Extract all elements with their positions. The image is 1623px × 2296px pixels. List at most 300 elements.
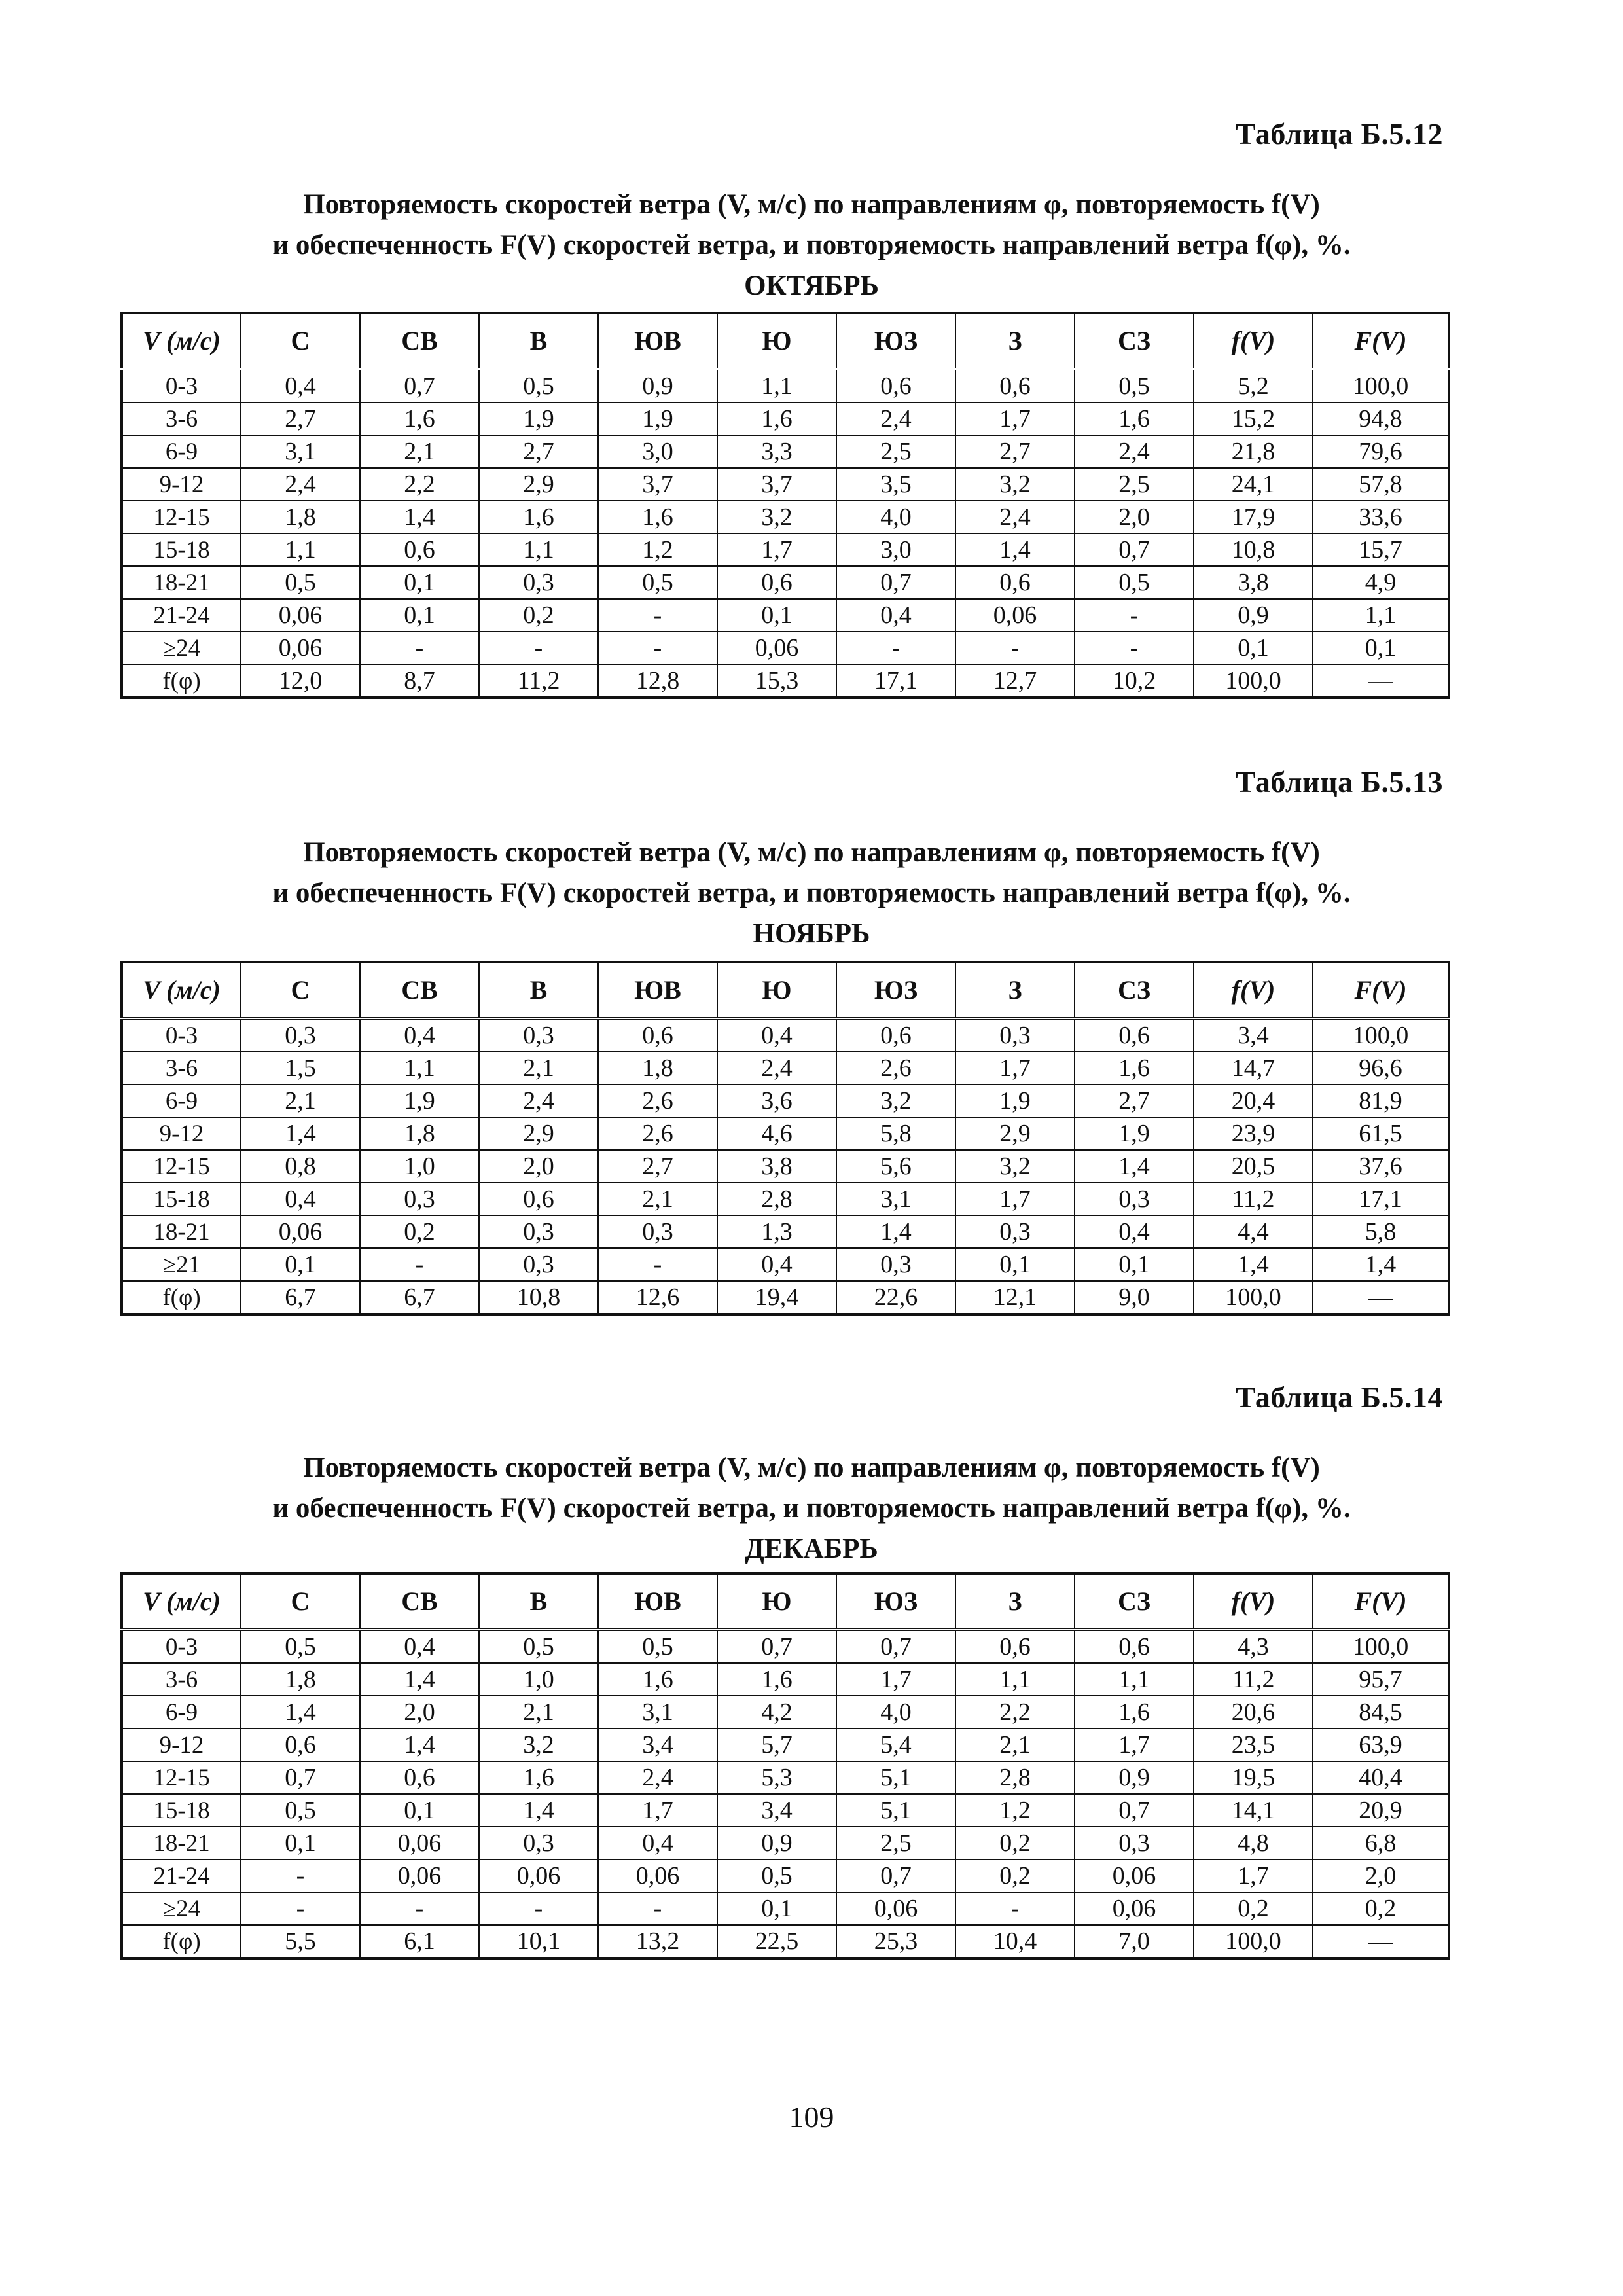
value-cell: 100,0 [1194, 1281, 1313, 1314]
column-header-se: ЮВ [598, 962, 717, 1018]
value-cell: 6,8 [1313, 1827, 1449, 1859]
value-cell: 0,3 [836, 1248, 955, 1281]
value-cell: 3,8 [717, 1150, 836, 1183]
value-cell: 0,7 [241, 1761, 360, 1794]
value-cell: 1,6 [717, 1663, 836, 1696]
value-cell: 12,6 [598, 1281, 717, 1314]
value-cell: 0,3 [479, 566, 598, 599]
value-cell: 10,1 [479, 1925, 598, 1958]
value-cell: 0,4 [717, 1248, 836, 1281]
value-cell: 2,8 [955, 1761, 1075, 1794]
value-cell: 2,1 [598, 1183, 717, 1215]
table-row [122, 1085, 1449, 1117]
column-header-sw: ЮЗ [836, 1573, 955, 1630]
value-cell: — [1313, 664, 1449, 698]
value-cell: 1,6 [1075, 403, 1194, 435]
value-cell: - [479, 632, 598, 664]
value-cell: 11,2 [479, 664, 598, 698]
value-cell: 0,06 [598, 1859, 717, 1892]
value-cell: 0,7 [360, 369, 479, 403]
value-cell: 81,9 [1313, 1085, 1449, 1117]
value-cell: 0,4 [241, 1183, 360, 1215]
value-cell: 0,8 [241, 1150, 360, 1183]
value-cell: 5,8 [1313, 1215, 1449, 1248]
value-cell: 2,2 [955, 1696, 1075, 1729]
column-header-se: ЮВ [598, 1573, 717, 1630]
value-cell: 3,8 [1194, 566, 1313, 599]
value-cell: 0,3 [479, 1827, 598, 1859]
value-cell: 0,6 [479, 1183, 598, 1215]
value-cell: 0,6 [717, 566, 836, 599]
value-cell: 0,6 [836, 1018, 955, 1052]
value-cell: 0,1 [241, 1248, 360, 1281]
value-cell: 96,6 [1313, 1052, 1449, 1085]
value-cell: - [1075, 599, 1194, 632]
column-header-s: Ю [717, 962, 836, 1018]
table-caption [0, 1448, 1623, 1570]
value-cell: 1,4 [955, 533, 1075, 566]
value-cell: 95,7 [1313, 1663, 1449, 1696]
value-cell: 2,4 [955, 501, 1075, 533]
value-cell: 0,1 [241, 1827, 360, 1859]
value-cell: 2,9 [479, 468, 598, 501]
value-cell: 2,5 [836, 435, 955, 468]
value-cell: 0,3 [479, 1215, 598, 1248]
value-cell: 2,6 [836, 1052, 955, 1085]
value-cell: - [360, 1892, 479, 1925]
value-cell: 0,3 [1075, 1183, 1194, 1215]
value-cell: 20,5 [1194, 1150, 1313, 1183]
value-cell: 1,7 [1194, 1859, 1313, 1892]
month-title: НОЯБРЬ [753, 918, 870, 949]
value-cell: 0,5 [1075, 566, 1194, 599]
value-cell: 1,1 [241, 533, 360, 566]
value-cell: - [360, 1248, 479, 1281]
column-header-n: С [241, 313, 360, 369]
value-cell: 84,5 [1313, 1696, 1449, 1729]
value-cell: 100,0 [1313, 1018, 1449, 1052]
value-cell: 0,4 [241, 369, 360, 403]
value-cell: 14,1 [1194, 1794, 1313, 1827]
value-cell: 2,5 [836, 1827, 955, 1859]
value-cell: 0,5 [241, 1630, 360, 1663]
value-cell: 1,2 [955, 1794, 1075, 1827]
value-cell: 2,4 [598, 1761, 717, 1794]
value-cell: 0,06 [1075, 1859, 1194, 1892]
row-label-cell: 6-9 [122, 1085, 241, 1117]
caption-line-1: Повторяемость скоростей ветра (V, м/с) по направлениям φ, повторяемость f(V) [303, 189, 1320, 220]
value-cell: 0,3 [1075, 1827, 1194, 1859]
column-header-se: ЮВ [598, 313, 717, 369]
table-row [122, 1892, 1449, 1925]
table-caption [0, 833, 1623, 954]
row-label-cell: 9-12 [122, 468, 241, 501]
value-cell: 0,5 [598, 566, 717, 599]
value-cell: 0,4 [1075, 1215, 1194, 1248]
row-label-cell: 21-24 [122, 599, 241, 632]
value-cell: 4,9 [1313, 566, 1449, 599]
value-cell: 1,2 [598, 533, 717, 566]
value-cell: 2,9 [479, 1117, 598, 1150]
row-label-cell: 3-6 [122, 1052, 241, 1085]
value-cell: 0,1 [717, 1892, 836, 1925]
value-cell: 1,4 [479, 1794, 598, 1827]
value-cell: 3,2 [717, 501, 836, 533]
table-row [122, 632, 1449, 664]
value-cell: 3,6 [717, 1085, 836, 1117]
column-header-w: З [955, 962, 1075, 1018]
value-cell: 2,0 [360, 1696, 479, 1729]
row-label-cell: 0-3 [122, 369, 241, 403]
value-cell: 5,8 [836, 1117, 955, 1150]
value-cell: 4,8 [1194, 1827, 1313, 1859]
row-label-cell: 18-21 [122, 566, 241, 599]
row-label-cell: 3-6 [122, 1663, 241, 1696]
value-cell: 100,0 [1194, 664, 1313, 698]
table-row [122, 1018, 1449, 1052]
column-header-ne: СВ [360, 313, 479, 369]
value-cell: 2,1 [479, 1696, 598, 1729]
table-row [122, 1761, 1449, 1794]
row-label-cell: 18-21 [122, 1215, 241, 1248]
value-cell: 3,2 [955, 1150, 1075, 1183]
value-cell: 0,2 [360, 1215, 479, 1248]
value-cell: 10,8 [479, 1281, 598, 1314]
table-row [122, 1794, 1449, 1827]
month-title: ОКТЯБРЬ [744, 270, 879, 301]
value-cell: 11,2 [1194, 1663, 1313, 1696]
value-cell: 6,7 [241, 1281, 360, 1314]
value-cell: 0,7 [836, 1630, 955, 1663]
value-cell: 1,4 [360, 501, 479, 533]
value-cell: 0,06 [479, 1859, 598, 1892]
value-cell: 3,1 [836, 1183, 955, 1215]
value-cell: - [598, 599, 717, 632]
table-row [122, 1215, 1449, 1248]
table-row [122, 1696, 1449, 1729]
value-cell: 5,6 [836, 1150, 955, 1183]
row-label-cell: 0-3 [122, 1630, 241, 1663]
column-header-fv-cumulative: F(V) [1313, 313, 1449, 369]
value-cell: - [836, 632, 955, 664]
row-label-cell: 18-21 [122, 1827, 241, 1859]
value-cell: 1,4 [360, 1663, 479, 1696]
value-cell: 1,9 [1075, 1117, 1194, 1150]
value-cell: 0,6 [955, 566, 1075, 599]
table-number: Таблица Б.5.12 [1235, 117, 1443, 151]
value-cell: 1,8 [241, 1663, 360, 1696]
caption-line-1: Повторяемость скоростей ветра (V, м/с) по направлениям φ, повторяемость f(V) [303, 837, 1320, 868]
value-cell: 1,8 [241, 501, 360, 533]
value-cell: 3,2 [836, 1085, 955, 1117]
column-header-sw: ЮЗ [836, 962, 955, 1018]
value-cell: 0,06 [1075, 1892, 1194, 1925]
value-cell: — [1313, 1925, 1449, 1958]
value-cell: 1,9 [955, 1085, 1075, 1117]
value-cell: - [360, 632, 479, 664]
value-cell: 1,7 [955, 403, 1075, 435]
value-cell: 17,1 [1313, 1183, 1449, 1215]
value-cell: 0,06 [717, 632, 836, 664]
row-label-cell: 6-9 [122, 435, 241, 468]
value-cell: 1,1 [1313, 599, 1449, 632]
value-cell: 2,1 [241, 1085, 360, 1117]
value-cell: 0,5 [717, 1859, 836, 1892]
row-label-cell: 12-15 [122, 1150, 241, 1183]
table-row [122, 1859, 1449, 1892]
value-cell: - [598, 632, 717, 664]
row-label-cell: 0-3 [122, 1018, 241, 1052]
value-cell: 1,4 [1075, 1150, 1194, 1183]
value-cell: 0,2 [955, 1859, 1075, 1892]
wind-table [120, 961, 1450, 1316]
value-cell: 1,1 [717, 369, 836, 403]
value-cell: 33,6 [1313, 501, 1449, 533]
value-cell: 2,7 [1075, 1085, 1194, 1117]
value-cell: 0,7 [1075, 533, 1194, 566]
value-cell: 4,0 [836, 1696, 955, 1729]
value-cell: 2,0 [1075, 501, 1194, 533]
value-cell: 0,5 [598, 1630, 717, 1663]
value-cell: 2,0 [479, 1150, 598, 1183]
value-cell: 2,7 [598, 1150, 717, 1183]
value-cell: 0,2 [1194, 1892, 1313, 1925]
value-cell: 1,4 [1194, 1248, 1313, 1281]
value-cell: 2,9 [955, 1117, 1075, 1150]
caption-line-2: и обеспеченность F(V) скоростей ветра, и повторяемость направлений ветра f(φ), %. [272, 878, 1351, 908]
value-cell: 3,5 [836, 468, 955, 501]
column-header-w: З [955, 313, 1075, 369]
value-cell: 0,5 [479, 369, 598, 403]
table-row [122, 501, 1449, 533]
value-cell: 40,4 [1313, 1761, 1449, 1794]
value-cell: - [955, 632, 1075, 664]
table-number: Таблица Б.5.14 [1235, 1380, 1443, 1414]
value-cell: 61,5 [1313, 1117, 1449, 1150]
value-cell: 0,3 [479, 1248, 598, 1281]
value-cell: 2,7 [479, 435, 598, 468]
value-cell: 100,0 [1194, 1925, 1313, 1958]
column-header-e: В [479, 313, 598, 369]
value-cell: 4,6 [717, 1117, 836, 1150]
value-cell: 3,0 [836, 533, 955, 566]
value-cell: 0,06 [360, 1859, 479, 1892]
value-cell: 0,9 [598, 369, 717, 403]
value-cell: 0,1 [360, 566, 479, 599]
column-header-s: Ю [717, 313, 836, 369]
value-cell: 22,5 [717, 1925, 836, 1958]
table-row [122, 1729, 1449, 1761]
caption-line-1: Повторяемость скоростей ветра (V, м/с) по направлениям φ, повторяемость f(V) [303, 1452, 1320, 1483]
table-row [122, 435, 1449, 468]
column-header-ne: СВ [360, 1573, 479, 1630]
row-label-cell: 6-9 [122, 1696, 241, 1729]
value-cell: - [598, 1892, 717, 1925]
value-cell: 1,7 [1075, 1729, 1194, 1761]
value-cell: 7,0 [1075, 1925, 1194, 1958]
value-cell: 57,8 [1313, 468, 1449, 501]
value-cell: 23,9 [1194, 1117, 1313, 1150]
value-cell: 0,6 [1075, 1630, 1194, 1663]
value-cell: 0,06 [241, 1215, 360, 1248]
row-label-cell: 15-18 [122, 1183, 241, 1215]
value-cell: 12,7 [955, 664, 1075, 698]
value-cell: 1,6 [598, 1663, 717, 1696]
value-cell: 5,7 [717, 1729, 836, 1761]
page-number: 109 [789, 2100, 834, 2134]
value-cell: 12,0 [241, 664, 360, 698]
value-cell: - [955, 1892, 1075, 1925]
table-row [122, 1183, 1449, 1215]
table-caption [0, 185, 1623, 306]
value-cell: 1,6 [598, 501, 717, 533]
value-cell: 0,6 [836, 369, 955, 403]
value-cell: 0,4 [360, 1018, 479, 1052]
table-number: Таблица Б.5.13 [1235, 765, 1443, 798]
row-label-cell: 9-12 [122, 1117, 241, 1150]
value-cell: 3,3 [717, 435, 836, 468]
value-cell: - [241, 1859, 360, 1892]
value-cell: 17,1 [836, 664, 955, 698]
value-cell: 0,1 [717, 599, 836, 632]
value-cell: 0,4 [360, 1630, 479, 1663]
row-label-cell: ≥24 [122, 632, 241, 664]
value-cell: 0,6 [360, 533, 479, 566]
value-cell: 1,9 [598, 403, 717, 435]
column-header-fv: f(V) [1194, 962, 1313, 1018]
value-cell: 6,1 [360, 1925, 479, 1958]
column-header-nw: СЗ [1075, 1573, 1194, 1630]
wind-table [120, 1572, 1450, 1960]
table-row [122, 369, 1449, 403]
value-cell: 20,9 [1313, 1794, 1449, 1827]
value-cell: 0,7 [836, 566, 955, 599]
value-cell: 100,0 [1313, 369, 1449, 403]
value-cell: 3,4 [1194, 1018, 1313, 1052]
value-cell: 2,0 [1313, 1859, 1449, 1892]
value-cell: 12,8 [598, 664, 717, 698]
value-cell: 2,1 [479, 1052, 598, 1085]
column-header-e: В [479, 962, 598, 1018]
value-cell: 3,7 [598, 468, 717, 501]
value-cell: 2,2 [360, 468, 479, 501]
value-cell: 2,6 [598, 1085, 717, 1117]
value-cell: 5,1 [836, 1761, 955, 1794]
column-header-n: С [241, 1573, 360, 1630]
header-row [122, 962, 1449, 1018]
table-row [122, 1150, 1449, 1183]
value-cell: 15,7 [1313, 533, 1449, 566]
column-header-sw: ЮЗ [836, 313, 955, 369]
value-cell: 20,4 [1194, 1085, 1313, 1117]
column-header-n: С [241, 962, 360, 1018]
value-cell: 0,1 [1075, 1248, 1194, 1281]
column-header-ne: СВ [360, 962, 479, 1018]
month-title: ДЕКАБРЬ [745, 1534, 878, 1564]
column-header-nw: СЗ [1075, 962, 1194, 1018]
row-label-cell: 15-18 [122, 533, 241, 566]
value-cell: 2,4 [836, 403, 955, 435]
value-cell: 12,1 [955, 1281, 1075, 1314]
value-cell: 0,1 [1313, 632, 1449, 664]
value-cell: 0,3 [241, 1018, 360, 1052]
value-cell: 0,1 [360, 1794, 479, 1827]
value-cell: 14,7 [1194, 1052, 1313, 1085]
value-cell: 0,7 [717, 1630, 836, 1663]
table-row [122, 1827, 1449, 1859]
row-label-cell: 12-15 [122, 1761, 241, 1794]
value-cell: 1,7 [717, 533, 836, 566]
table-row [122, 1248, 1449, 1281]
row-label-cell: f(φ) [122, 1925, 241, 1958]
value-cell: - [598, 1248, 717, 1281]
value-cell: 0,06 [955, 599, 1075, 632]
value-cell: 1,6 [479, 1761, 598, 1794]
value-cell: 4,2 [717, 1696, 836, 1729]
table-row [122, 599, 1449, 632]
row-label-cell: ≥24 [122, 1892, 241, 1925]
value-cell: 0,2 [479, 599, 598, 632]
value-cell: 4,4 [1194, 1215, 1313, 1248]
table-row [122, 1663, 1449, 1696]
value-cell: 2,5 [1075, 468, 1194, 501]
table-row [122, 403, 1449, 435]
column-header-fv-cumulative: F(V) [1313, 962, 1449, 1018]
column-header-speed: V (м/с) [122, 1573, 241, 1630]
value-cell: 20,6 [1194, 1696, 1313, 1729]
value-cell: 3,1 [241, 435, 360, 468]
column-header-fv-cumulative: F(V) [1313, 1573, 1449, 1630]
column-header-fv: f(V) [1194, 313, 1313, 369]
value-cell: 0,7 [836, 1859, 955, 1892]
value-cell: 0,4 [836, 599, 955, 632]
value-cell: 0,06 [241, 632, 360, 664]
value-cell: 0,1 [955, 1248, 1075, 1281]
value-cell: 0,3 [955, 1018, 1075, 1052]
value-cell: 1,7 [955, 1052, 1075, 1085]
value-cell: 22,6 [836, 1281, 955, 1314]
column-header-s: Ю [717, 1573, 836, 1630]
value-cell: 0,6 [241, 1729, 360, 1761]
value-cell: 0,1 [360, 599, 479, 632]
header-row [122, 1573, 1449, 1630]
value-cell: 0,5 [1075, 369, 1194, 403]
value-cell: 19,4 [717, 1281, 836, 1314]
row-label-cell: 3-6 [122, 403, 241, 435]
value-cell: 0,4 [717, 1018, 836, 1052]
value-cell: 15,3 [717, 664, 836, 698]
row-label-cell: f(φ) [122, 664, 241, 698]
value-cell: 0,5 [241, 566, 360, 599]
value-cell: 0,6 [955, 369, 1075, 403]
value-cell: 2,4 [479, 1085, 598, 1117]
value-cell: 1,9 [360, 1085, 479, 1117]
value-cell: 2,4 [241, 468, 360, 501]
value-cell: 1,1 [1075, 1663, 1194, 1696]
value-cell: 2,1 [955, 1729, 1075, 1761]
value-cell: 10,8 [1194, 533, 1313, 566]
value-cell: 1,8 [360, 1117, 479, 1150]
value-cell: 2,6 [598, 1117, 717, 1150]
row-label-cell: f(φ) [122, 1281, 241, 1314]
value-cell: — [1313, 1281, 1449, 1314]
value-cell: 3,1 [598, 1696, 717, 1729]
value-cell: 4,0 [836, 501, 955, 533]
value-cell: 1,0 [479, 1663, 598, 1696]
value-cell: 0,06 [836, 1892, 955, 1925]
value-cell: 1,6 [1075, 1052, 1194, 1085]
value-cell: 24,1 [1194, 468, 1313, 501]
